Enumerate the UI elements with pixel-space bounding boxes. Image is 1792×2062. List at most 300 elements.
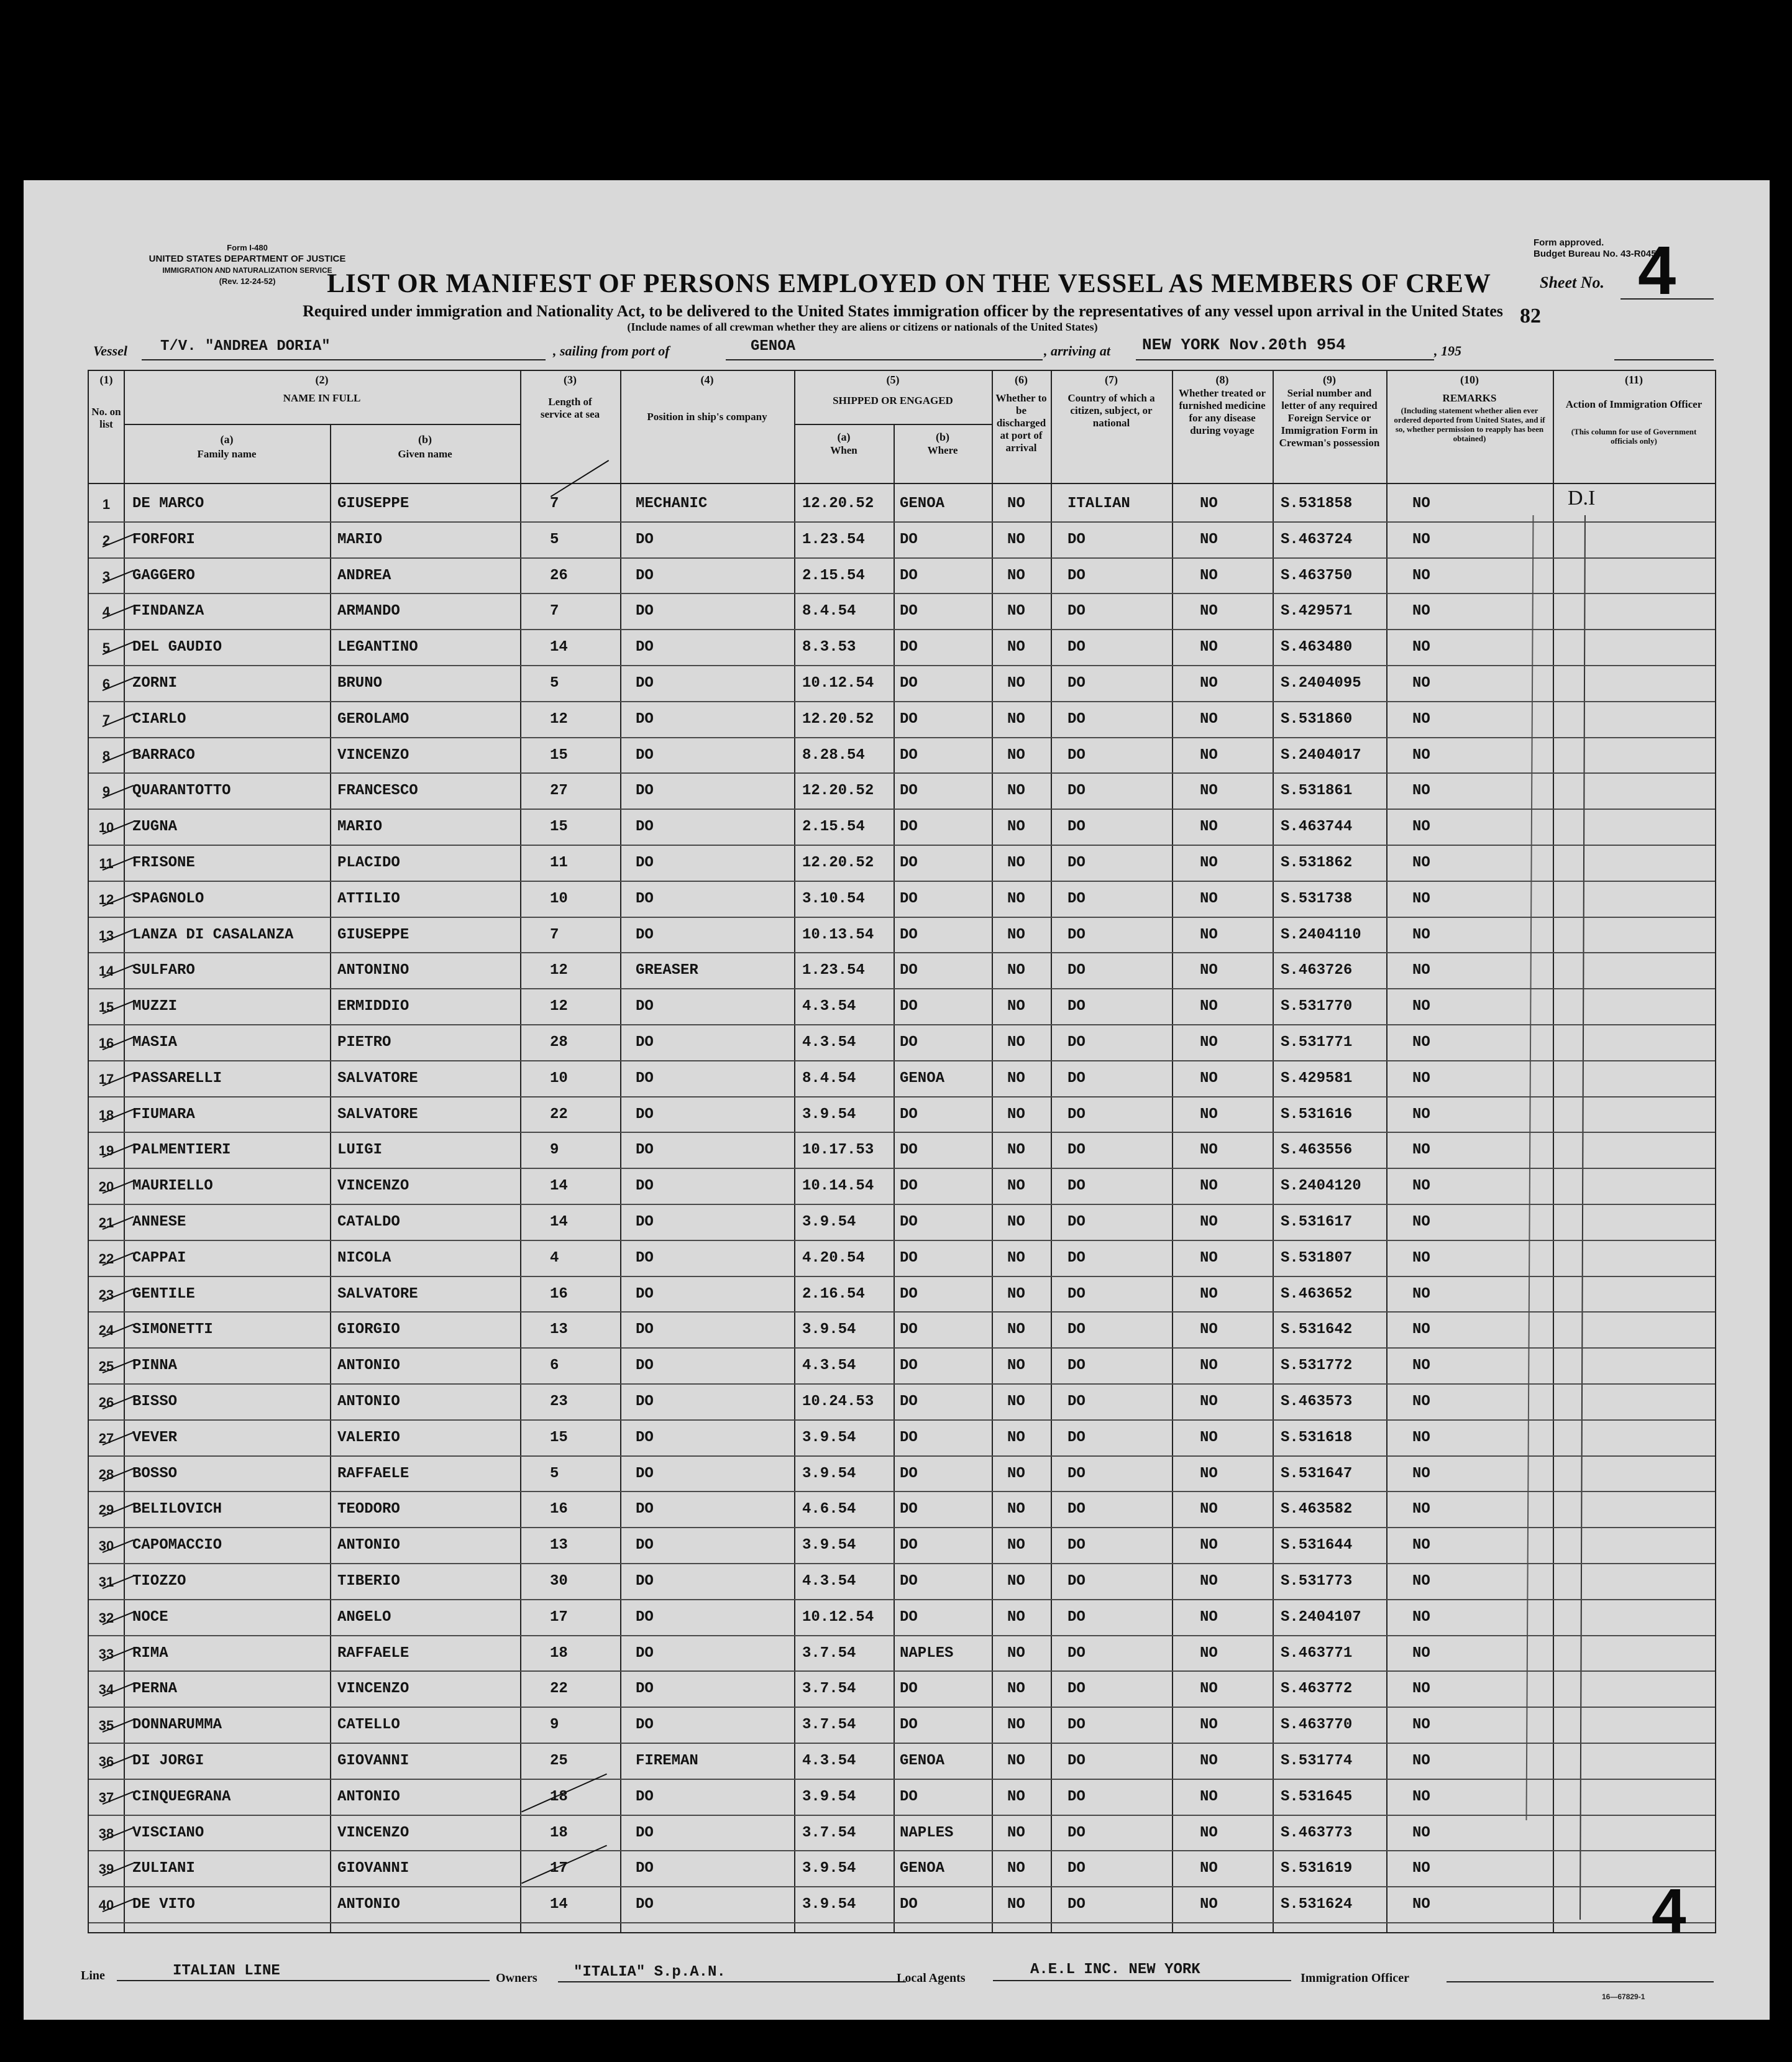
shipped-where: GENOA <box>900 495 945 512</box>
medicine: NO <box>1200 1824 1218 1841</box>
medicine: NO <box>1200 1321 1218 1339</box>
row-number: 7 <box>102 712 111 728</box>
shipped-where: GENOA <box>900 1753 945 1769</box>
family-name: FINDANZA <box>132 603 204 620</box>
shipped-where: DO <box>900 1285 918 1303</box>
col10-number: (10) <box>1460 373 1479 386</box>
service-length: 30 <box>550 1573 568 1590</box>
row-number: 35 <box>98 1718 114 1734</box>
shipped-when: 4.3.54 <box>802 1753 856 1769</box>
medicine: NO <box>1200 1285 1218 1303</box>
shipped-when: 4.20.54 <box>802 1249 865 1267</box>
given-name: ANTONINO <box>337 962 409 979</box>
remarks: NO <box>1412 1753 1430 1769</box>
position: DO <box>636 531 654 548</box>
discharged: NO <box>1007 1106 1025 1123</box>
given-name: GIOVANNI <box>337 1753 409 1769</box>
remarks: NO <box>1412 1824 1430 1841</box>
discharged: NO <box>1007 855 1025 871</box>
family-name: DE MARCO <box>132 495 204 512</box>
shipped-where: DO <box>900 1465 918 1482</box>
country: DO <box>1067 1788 1086 1805</box>
discharged: NO <box>1007 1644 1025 1662</box>
shipped-where: DO <box>900 1214 918 1230</box>
service-length: 12 <box>550 998 568 1015</box>
family-name: RIMA <box>132 1644 168 1662</box>
serial-number: S.463573 <box>1281 1393 1353 1410</box>
given-name: PIETRO <box>337 1034 391 1051</box>
medicine: NO <box>1200 1573 1218 1590</box>
row-number: 5 <box>102 640 111 656</box>
row-number: 22 <box>98 1250 114 1267</box>
vessel-label: Vessel <box>93 343 127 359</box>
position: DO <box>636 1034 654 1051</box>
country: DO <box>1067 855 1086 871</box>
medicine: NO <box>1200 1501 1218 1518</box>
shipped-when: 3.7.54 <box>802 1680 856 1698</box>
discharged: NO <box>1007 1285 1025 1303</box>
shipped-subrule <box>794 424 992 425</box>
col6-number: (6) <box>1015 373 1028 386</box>
discharged: NO <box>1007 1429 1025 1446</box>
serial-number: S.531770 <box>1281 998 1353 1015</box>
remarks: NO <box>1412 1106 1430 1123</box>
shipped-when: 4.6.54 <box>802 1501 856 1518</box>
col5-number: (5) <box>886 373 900 386</box>
service-length: 7 <box>550 926 559 943</box>
country: DO <box>1067 1034 1086 1051</box>
sheet-line <box>1621 298 1714 300</box>
position: DO <box>636 1608 654 1626</box>
family-name: NOCE <box>132 1608 168 1626</box>
country: DO <box>1067 1716 1086 1734</box>
shipped-where: GENOA <box>900 1860 945 1877</box>
row-number: 38 <box>98 1825 114 1841</box>
shipped-when: 10.14.54 <box>802 1178 874 1195</box>
family-name: FIUMARA <box>132 1106 195 1123</box>
table-row <box>89 1276 1715 1313</box>
inclusion-note: (Include names of all crewman whether they are aliens or citizens or nationals of the United States) <box>627 321 1098 333</box>
service-length: 14 <box>550 1214 568 1230</box>
family-name: ZULIANI <box>132 1860 195 1877</box>
service-length: 27 <box>550 782 568 800</box>
remarks: NO <box>1412 1321 1430 1339</box>
table-row <box>89 1096 1715 1134</box>
country: DO <box>1067 1824 1086 1841</box>
serial-number: S.2404110 <box>1281 926 1361 943</box>
print-code: 16—67829-1 <box>1602 1992 1645 2001</box>
serial-number: S.463480 <box>1281 639 1353 656</box>
col4-number: (4) <box>700 373 714 386</box>
position: DO <box>636 1321 654 1339</box>
country: DO <box>1067 1501 1086 1518</box>
position: DO <box>636 855 654 871</box>
country: DO <box>1067 1357 1086 1375</box>
family-name: VISCIANO <box>132 1824 204 1841</box>
medicine: NO <box>1200 567 1218 584</box>
medicine: NO <box>1200 1142 1218 1159</box>
arriving-label: , arriving at <box>1044 343 1110 359</box>
row-number: 37 <box>98 1789 114 1805</box>
shipped-where: DO <box>900 818 918 836</box>
shipped-where: DO <box>900 962 918 979</box>
table-row <box>89 1132 1715 1169</box>
service-length: 22 <box>550 1680 568 1698</box>
medicine: NO <box>1200 603 1218 620</box>
col10-subheader: (Including statement whether alien ever ordered deported from United States, and if so, whether permission to reapply has been obtained) <box>1394 406 1545 443</box>
col2a-number: (a) <box>220 433 234 446</box>
country: DO <box>1067 818 1086 836</box>
position: DO <box>636 1465 654 1482</box>
family-name: GAGGERO <box>132 567 195 584</box>
name-subrule <box>124 424 520 425</box>
row-number: 26 <box>98 1395 114 1410</box>
service-length: 6 <box>550 1357 559 1375</box>
medicine: NO <box>1200 1537 1218 1554</box>
sheet-label: Sheet No. <box>1540 273 1604 291</box>
shipped-where: DO <box>900 1501 918 1518</box>
medicine: NO <box>1200 1429 1218 1446</box>
approval-text: Form approved. <box>1534 237 1604 248</box>
family-name: MASIA <box>132 1034 178 1051</box>
medicine: NO <box>1200 1178 1218 1195</box>
discharged: NO <box>1007 1034 1025 1051</box>
position: DO <box>636 1214 654 1230</box>
table-row <box>89 1886 1715 1923</box>
given-name: VINCENZO <box>337 746 409 764</box>
shipped-where: DO <box>900 1573 918 1590</box>
table-row <box>89 737 1715 774</box>
country: DO <box>1067 1178 1086 1195</box>
medicine: NO <box>1200 1249 1218 1267</box>
table-row <box>89 1815 1715 1852</box>
family-name: DE VITO <box>132 1896 195 1913</box>
given-name: SALVATORE <box>337 1106 418 1123</box>
officer-underline <box>1447 1981 1714 1982</box>
table-row <box>89 809 1715 846</box>
service-length: 11 <box>550 855 568 871</box>
col2b-number: (b) <box>418 433 432 446</box>
row-number: 6 <box>102 676 111 692</box>
shipped-when: 4.3.54 <box>802 1034 856 1051</box>
shipped-when: 3.10.54 <box>802 890 865 907</box>
table-row <box>89 521 1715 559</box>
table-row <box>89 1455 1715 1493</box>
medicine: NO <box>1200 675 1218 692</box>
page-mark: 4 <box>1652 1876 1686 1946</box>
family-name: ZORNI <box>132 675 178 692</box>
country: DO <box>1067 1608 1086 1626</box>
family-name: PALMENTIERI <box>132 1142 231 1159</box>
shipped-where: DO <box>900 1393 918 1410</box>
discharged: NO <box>1007 1321 1025 1339</box>
given-name: CATALDO <box>337 1214 400 1230</box>
given-name: BRUNO <box>337 675 383 692</box>
table-row <box>89 485 1715 523</box>
shipped-where: DO <box>900 782 918 800</box>
shipped-when: 4.3.54 <box>802 998 856 1015</box>
serial-number: S.531773 <box>1281 1573 1353 1590</box>
service-length: 28 <box>550 1034 568 1051</box>
serial-number: S.531861 <box>1281 782 1353 800</box>
serial-number: S.429581 <box>1281 1070 1353 1087</box>
table-row <box>89 665 1715 702</box>
col9-header: Serial number and letter of any required Foreign Service or Immigration Form in Crewman's possession <box>1279 387 1380 449</box>
line-underline <box>117 1980 490 1981</box>
serial-number: S.531644 <box>1281 1537 1353 1554</box>
given-name: ARMANDO <box>337 603 400 620</box>
col5b-header: Where <box>927 444 958 456</box>
family-name: CINQUEGRANA <box>132 1788 231 1805</box>
row-number: 17 <box>98 1071 114 1087</box>
service-length: 9 <box>550 1142 559 1159</box>
medicine: NO <box>1200 1214 1218 1230</box>
discharged: NO <box>1007 603 1025 620</box>
country: DO <box>1067 567 1086 584</box>
table-row <box>89 1240 1715 1277</box>
table-row <box>89 1850 1715 1887</box>
serial-number: S.463750 <box>1281 567 1353 584</box>
service-length: 18 <box>550 1824 568 1841</box>
row-number: 30 <box>98 1538 114 1554</box>
given-name: SALVATORE <box>337 1070 418 1087</box>
row-number: 8 <box>102 748 111 764</box>
remarks: NO <box>1412 1393 1430 1410</box>
discharged: NO <box>1007 890 1025 907</box>
medicine: NO <box>1200 1106 1218 1123</box>
given-name: ANTONIO <box>337 1896 400 1913</box>
shipped-when: 10.12.54 <box>802 675 874 692</box>
shipped-when: 3.9.54 <box>802 1321 856 1339</box>
position: DO <box>636 1896 654 1913</box>
col3-number: (3) <box>564 373 577 386</box>
discharged: NO <box>1007 1716 1025 1734</box>
row-number: 24 <box>98 1322 114 1339</box>
col5a-header: When <box>830 444 857 456</box>
table-row <box>89 1707 1715 1744</box>
position: DO <box>636 675 654 692</box>
service-length: 15 <box>550 1429 568 1446</box>
remarks: NO <box>1412 1214 1430 1230</box>
row-number: 14 <box>98 963 114 979</box>
country: DO <box>1067 746 1086 764</box>
service-length: 14 <box>550 1896 568 1913</box>
sailing-label: , sailing from port of <box>553 343 670 359</box>
remarks: NO <box>1412 1573 1430 1590</box>
shipped-where: DO <box>900 890 918 907</box>
shipped-when: 12.20.52 <box>802 855 874 871</box>
shipped-when: 8.4.54 <box>802 603 856 620</box>
shipped-where: DO <box>900 1608 918 1626</box>
discharged: NO <box>1007 1178 1025 1195</box>
vessel-name: T/V. "ANDREA DORIA" <box>160 338 331 355</box>
officer-label: Immigration Officer <box>1301 1971 1409 1985</box>
medicine: NO <box>1200 746 1218 764</box>
service-length: 10 <box>550 890 568 907</box>
shipped-when: 10.12.54 <box>802 1608 874 1626</box>
country: DO <box>1067 1142 1086 1159</box>
given-name: GIORGIO <box>337 1321 400 1339</box>
given-name: ANGELO <box>337 1608 391 1626</box>
serial-number: S.531807 <box>1281 1249 1353 1267</box>
remarks: NO <box>1412 1716 1430 1734</box>
shipped-when: 3.9.54 <box>802 1788 856 1805</box>
shipped-when: 2.16.54 <box>802 1285 865 1303</box>
discharged: NO <box>1007 1142 1025 1159</box>
shipped-where: DO <box>900 567 918 584</box>
remarks: NO <box>1412 998 1430 1015</box>
remarks: NO <box>1412 926 1430 943</box>
medicine: NO <box>1200 1644 1218 1662</box>
family-name: FRISONE <box>132 855 195 871</box>
shipped-when: 3.7.54 <box>802 1644 856 1662</box>
position: DO <box>636 1178 654 1195</box>
service-length: 7 <box>550 603 559 620</box>
service-length: 18 <box>550 1644 568 1662</box>
table-row <box>89 1204 1715 1241</box>
row-number: 33 <box>98 1646 114 1662</box>
position: FIREMAN <box>636 1753 698 1769</box>
remarks: NO <box>1412 1537 1430 1554</box>
row-number: 29 <box>98 1502 114 1518</box>
medicine: NO <box>1200 1608 1218 1626</box>
remarks: NO <box>1412 1860 1430 1877</box>
handwritten-number: 82 <box>1520 305 1541 328</box>
discharged: NO <box>1007 1393 1025 1410</box>
table-row <box>89 1168 1715 1205</box>
shipped-where: DO <box>900 1142 918 1159</box>
medicine: NO <box>1200 710 1218 728</box>
row-number: 12 <box>98 891 114 907</box>
country: DO <box>1067 639 1086 656</box>
table-row <box>89 629 1715 666</box>
col1-header: No. on list <box>91 406 121 430</box>
family-name: PASSARELLI <box>132 1070 222 1087</box>
table-row <box>89 988 1715 1025</box>
family-name: PINNA <box>132 1357 178 1375</box>
agents-underline <box>993 1980 1291 1981</box>
family-name: SULFARO <box>132 962 195 979</box>
remarks: NO <box>1412 746 1430 764</box>
serial-number: S.463771 <box>1281 1644 1353 1662</box>
position: DO <box>636 1070 654 1087</box>
country: ITALIAN <box>1067 495 1130 512</box>
given-name: CATELLO <box>337 1716 400 1734</box>
family-name: BELILOVICH <box>132 1501 222 1518</box>
strike-mark <box>521 1773 607 1812</box>
shipped-when: 8.4.54 <box>802 1070 856 1087</box>
service-length: 16 <box>550 1501 568 1518</box>
col2-header: NAME IN FULL <box>283 392 361 404</box>
country: DO <box>1067 1249 1086 1267</box>
row-number: 3 <box>102 568 111 584</box>
row-number: 39 <box>98 1861 114 1877</box>
shipped-where: DO <box>900 1716 918 1734</box>
table-row <box>89 1419 1715 1457</box>
service-length: 25 <box>550 1753 568 1769</box>
discharged: NO <box>1007 746 1025 764</box>
table-row <box>89 1024 1715 1061</box>
given-name: VINCENZO <box>337 1824 409 1841</box>
country: DO <box>1067 890 1086 907</box>
service-length: 7 <box>550 495 559 512</box>
shipped-when: 3.7.54 <box>802 1824 856 1841</box>
position: DO <box>636 639 654 656</box>
country: DO <box>1067 1393 1086 1410</box>
agency-line-1: UNITED STATES DEPARTMENT OF JUSTICE <box>149 254 346 264</box>
discharged: NO <box>1007 567 1025 584</box>
country: DO <box>1067 531 1086 548</box>
family-name: ZUGNA <box>132 818 178 836</box>
country: DO <box>1067 1465 1086 1482</box>
agents-value: A.E.L INC. NEW YORK <box>1030 1961 1200 1978</box>
arriving-at: NEW YORK Nov.20th 954 <box>1142 336 1346 354</box>
serial-number: S.463556 <box>1281 1142 1353 1159</box>
service-length: 14 <box>550 639 568 656</box>
position: DO <box>636 998 654 1015</box>
medicine: NO <box>1200 495 1218 512</box>
serial-number: S.531774 <box>1281 1753 1353 1769</box>
row-number: 25 <box>98 1359 114 1375</box>
service-length: 5 <box>550 531 559 548</box>
remarks: NO <box>1412 639 1430 656</box>
medicine: NO <box>1200 1788 1218 1805</box>
shipped-where: DO <box>900 1249 918 1267</box>
medicine: NO <box>1200 1465 1218 1482</box>
discharged: NO <box>1007 495 1025 512</box>
serial-number: S.531858 <box>1281 495 1353 512</box>
document-title: LIST OR MANIFEST OF PERSONS EMPLOYED ON THE VESSEL AS MEMBERS OF CREW <box>327 269 1491 298</box>
sailing-port: GENOA <box>751 338 796 355</box>
given-name: ANTONIO <box>337 1537 400 1554</box>
row-number: 32 <box>98 1610 114 1626</box>
serial-number: S.463726 <box>1281 962 1353 979</box>
remarks: NO <box>1412 1608 1430 1626</box>
shipped-when: 1.23.54 <box>802 531 865 548</box>
family-name: MUZZI <box>132 998 178 1015</box>
shipped-when: 10.17.53 <box>802 1142 874 1159</box>
shipped-where: DO <box>900 926 918 943</box>
col2a-header: Family name <box>197 448 257 460</box>
remarks: NO <box>1412 1285 1430 1303</box>
col2-number: (2) <box>315 373 329 386</box>
vessel-line <box>142 359 546 360</box>
col5b-number: (b) <box>936 431 949 443</box>
remarks: NO <box>1412 818 1430 836</box>
medicine: NO <box>1200 1393 1218 1410</box>
given-name: ATTILIO <box>337 890 400 907</box>
col8-header: Whether treated or furnished medicine for any disease during voyage <box>1178 387 1266 436</box>
remarks: NO <box>1412 855 1430 871</box>
year-line <box>1614 359 1714 360</box>
medicine: NO <box>1200 926 1218 943</box>
shipped-where: DO <box>900 531 918 548</box>
officer-action: D.I <box>1568 487 1596 510</box>
table-row <box>89 772 1715 810</box>
medicine: NO <box>1200 818 1218 836</box>
row-number: 31 <box>98 1574 114 1590</box>
shipped-where: DO <box>900 1896 918 1913</box>
row-number: 13 <box>98 927 114 943</box>
row-number: 27 <box>98 1430 114 1446</box>
remarks: NO <box>1412 1070 1430 1087</box>
remarks: NO <box>1412 1034 1430 1051</box>
remarks: NO <box>1412 531 1430 548</box>
row-number: 16 <box>98 1035 114 1051</box>
row-number: 34 <box>98 1682 114 1698</box>
header-bottom-rule <box>89 483 1715 484</box>
medicine: NO <box>1200 962 1218 979</box>
